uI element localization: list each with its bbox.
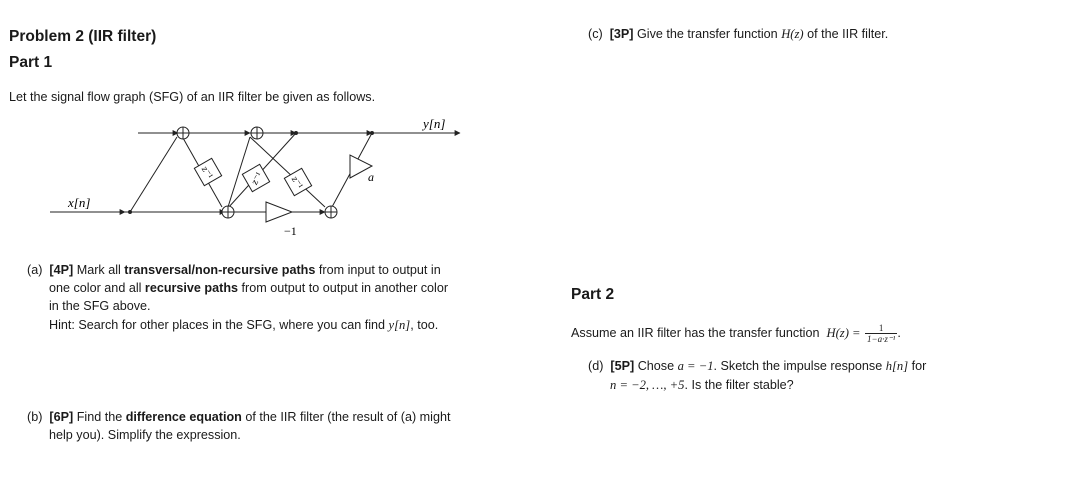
question-a: (a) [4P] Mark all transversal/non-recursive paths from input to output in [27, 263, 441, 277]
branch-node [294, 131, 298, 135]
problem-title: Problem 2 (IIR filter) [9, 28, 157, 45]
gain-neg1-triangle [266, 202, 292, 222]
transfer-fraction: $\frac{1}{\text{1−a·z⁻¹}}$ [867, 323, 896, 344]
part1-title: Part 1 [9, 54, 53, 71]
question-d: (d) [5P] Chose a = −1. Sketch the impulse response h[n] for [588, 359, 927, 373]
branch-node [128, 210, 132, 214]
question-c: (c) [3P] Give the transfer function H(z) of the IIR filter. [588, 27, 889, 41]
delay-box-1 [194, 158, 221, 185]
branch-node [370, 131, 374, 135]
delay-label: z⁻¹ [249, 170, 266, 188]
assume-text: Assume an IIR filter has the transfer function H(z) = $\frac{1}{\text{1−a·z⁻¹}}$ . [571, 323, 901, 344]
delay-label: z⁻¹ [198, 164, 215, 182]
intro-text: Let the signal flow graph (SFG) of an IIR filter be given as follows. [9, 90, 376, 104]
gain-neg1-label: −1 [284, 224, 297, 238]
input-label: x[n] [68, 195, 91, 210]
delay-label: z⁻¹ [288, 174, 305, 192]
signal-flow-graph [50, 110, 470, 240]
diag-left [130, 137, 177, 212]
part2-title: Part 2 [571, 286, 615, 303]
gain-a-label: a [368, 170, 374, 184]
hint-text: Hint: Search for other places in the SFG, where you can find y[n], too. [49, 318, 439, 332]
question-b: (b) [6P] Find the difference equation of the IIR filter (the result of (a) might [27, 410, 451, 424]
output-label: y[n] [423, 116, 446, 131]
